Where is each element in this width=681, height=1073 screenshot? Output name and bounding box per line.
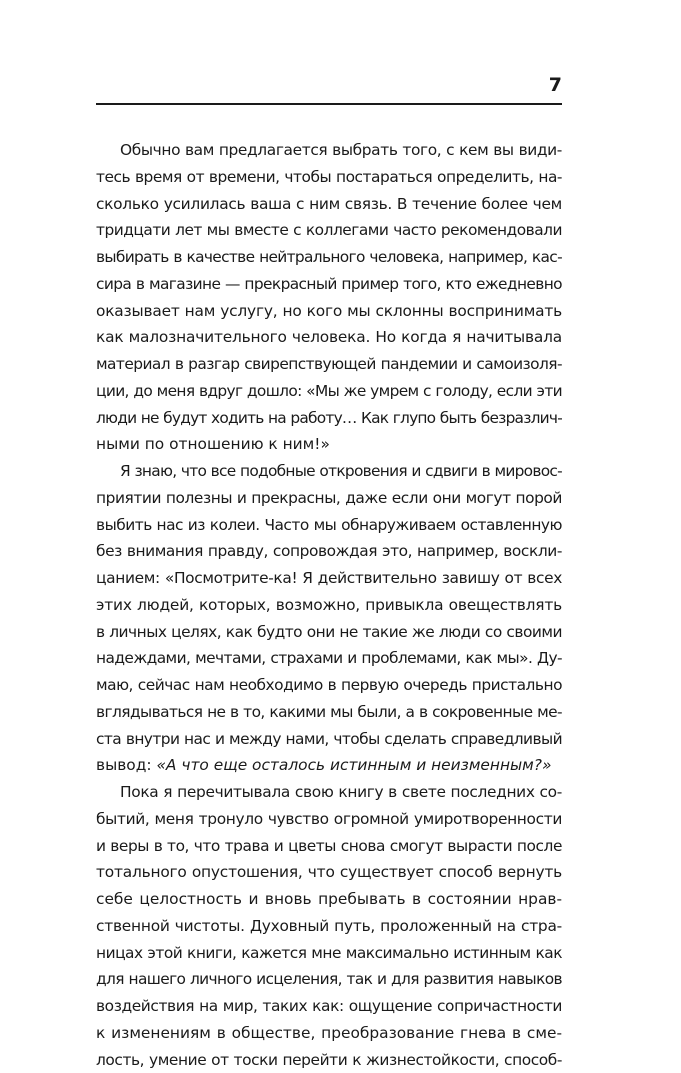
text-line: маю, сейчас нам необходимо в первую очередь пристально xyxy=(96,672,562,699)
body-text xyxy=(96,137,562,1073)
text-line: ции, до меня вдруг дошло: «Мы же умрем с голоду, если эти xyxy=(96,378,562,405)
text-line: этих людей, которых, возможно, привыкла овеществлять xyxy=(96,592,562,619)
text-line: сира в магазине — прекрасный пример того, кто ежедневно xyxy=(96,271,562,298)
text-line: в личных целях, как будто они не такие же люди со своими xyxy=(96,619,562,646)
italic-quote: «А что еще осталось истинным и неизменным?» xyxy=(156,756,551,774)
header-rule xyxy=(96,103,562,105)
text-line: лость, умение от тоски перейти к жизнестойкости, способ- xyxy=(96,1047,562,1073)
text-line: приятии полезны и прекрасны, даже если они могут порой xyxy=(96,485,562,512)
text-line: для нашего личного исцеления, так и для развития навыков xyxy=(96,966,562,993)
text-line: выбирать в качестве нейтрального человека, например, кас- xyxy=(96,244,562,271)
text-line: воздействия на мир, таких как: ощущение сопричастности xyxy=(96,993,562,1020)
text-line: выбить нас из колеи. Часто мы обнаруживаем оставленную xyxy=(96,512,562,539)
text-line: оказывает нам услугу, но кого мы склонны воспринимать xyxy=(96,298,562,325)
text-line: цанием: «Посмотрите-ка! Я действительно завишу от всех xyxy=(96,565,562,592)
text-line: ными по отношению к ним!» xyxy=(96,431,562,458)
text-line-quote xyxy=(96,752,562,779)
text-line: ста внутри нас и между нами, чтобы сделать справедливый xyxy=(96,726,562,753)
text-line: ственной чистоты. Духовный путь, проложенный на стра- xyxy=(96,913,562,940)
text-line: люди не будут ходить на работу… Как глупо быть безразлич- xyxy=(96,405,562,432)
text-line: тотального опустошения, что существует способ вернуть xyxy=(96,859,562,886)
text-line: Пока я перечитывала свою книгу в свете последних со- xyxy=(96,779,562,806)
text-line: материал в разгар свирепствующей пандемии и самоизоля- xyxy=(96,351,562,378)
text-line: ницах этой книги, кажется мне максимально истинным как xyxy=(96,940,562,967)
text-line: как малозначительного человека. Но когда я начитывала xyxy=(96,324,562,351)
text-line: тридцати лет мы вместе с коллегами часто рекомендовали xyxy=(96,217,562,244)
text-line: тесь время от времени, чтобы постараться определить, на- xyxy=(96,164,562,191)
text-line: бытий, меня тронуло чувство огромной умиротворенности xyxy=(96,806,562,833)
text-line: сколько усилилась ваша с ним связь. В течение более чем xyxy=(96,191,562,218)
text-line: себе целостность и вновь пребывать в состоянии нрав- xyxy=(96,886,562,913)
text-line: Обычно вам предлагается выбрать того, с кем вы види- xyxy=(96,137,562,164)
text-line: Я знаю, что все подобные откровения и сдвиги в мировос- xyxy=(96,458,562,485)
text-line: без внимания правду, сопровождая это, например, воскли- xyxy=(96,538,562,565)
quote-prefix: вывод: xyxy=(96,756,156,774)
text-line: надеждами, мечтами, страхами и проблемами, как мы». Ду- xyxy=(96,645,562,672)
text-line: вглядываться не в то, какими мы были, а в сокровенные ме- xyxy=(96,699,562,726)
text-line: и веры в то, что трава и цветы снова смогут вырасти после xyxy=(96,833,562,860)
page-number: 7 xyxy=(549,76,562,95)
text-line: к изменениям в обществе, преобразование гнева в сме- xyxy=(96,1020,562,1047)
